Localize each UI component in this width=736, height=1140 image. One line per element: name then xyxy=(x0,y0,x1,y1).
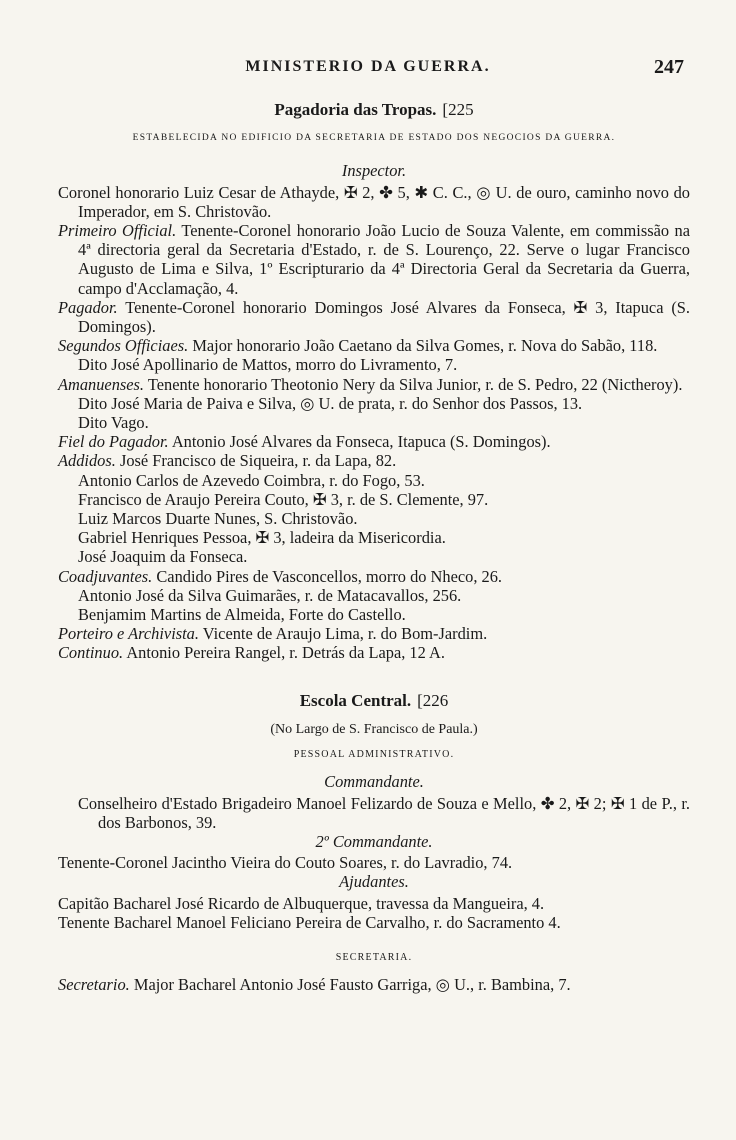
section-gap xyxy=(58,932,690,942)
location-note: (No Largo de S. Francisco de Paula.) xyxy=(270,721,478,737)
page-body xyxy=(58,100,690,994)
entry-label: Pagador. xyxy=(58,297,118,317)
entry-label: Primeiro Official. xyxy=(58,221,177,241)
section-ref: [225 xyxy=(442,100,474,119)
running-head xyxy=(0,58,736,82)
list-item: Francisco de Araujo Pereira Couto, ✠ 3, r. de S. Clemente, 97. xyxy=(78,489,489,509)
entry-dito: Dito Vago. xyxy=(78,413,149,433)
entry-fiel xyxy=(58,432,690,451)
section-gap xyxy=(58,663,690,691)
entry-text: Candido Pires de Vasconcellos, morro do Nheco, 26. xyxy=(156,566,503,586)
entry-primeiro-official xyxy=(58,221,690,298)
section-note: ESTABELECIDA NO EDIFICIO DA SECRETARIA DE ESTADO DOS NEGOCIOS DA GUERRA. xyxy=(132,133,616,144)
entry-label: Continuo. xyxy=(58,643,124,663)
entry-segundos-officiaes xyxy=(58,336,690,355)
entry-coadjuvantes xyxy=(58,567,690,586)
entry-pagador xyxy=(58,298,690,336)
running-title: MINISTERIO DA GUERRA. xyxy=(245,58,491,75)
entry-amanuenses xyxy=(58,375,690,394)
list-item: Gabriel Henriques Pessoa, ✠ 3, ladeira da Misericordia. xyxy=(78,528,446,548)
inspector-heading: Inspector. xyxy=(341,161,407,181)
entry-text: Tenente honorario Theotonio Nery da Silva Junior, r. de S. Pedro, 22 (Nictheroy). xyxy=(147,374,683,394)
entry-text: José Francisco de Siqueira, r. da Lapa, 82. xyxy=(119,451,397,471)
entry-label: Amanuenses. xyxy=(58,374,145,394)
section-title-text: Escola Central. xyxy=(299,690,412,710)
entry-label: Segundos Officiaes. xyxy=(58,336,189,356)
entry-label: Porteiro e Archivista. xyxy=(58,624,199,644)
segundo-commandante-heading: 2º Commandante. xyxy=(315,831,433,851)
ajudantes-heading: Ajudantes. xyxy=(339,872,409,892)
entry-continuo xyxy=(58,643,690,662)
commandante-entry: Conselheiro d'Estado Brigadeiro Manoel Felizardo de Souza e Mello, ✤ 2, ✠ 2; ✠ 1 de P., r. dos Barbonos, 39. xyxy=(78,793,690,832)
list-item: Antonio José da Silva Guimarães, r. de Matacavallos, 256. xyxy=(78,585,462,605)
entry-text: Antonio José Alvares da Fonseca, Itapuca (S. Domingos). xyxy=(171,432,551,452)
section-title-pagadoria xyxy=(58,100,690,119)
entry-text: Tenente-Coronel honorario Domingos José Alvares da Fonseca, ✠ 3, Itapuca (S. Domingos). xyxy=(78,297,690,337)
entry-label: Coadjuvantes. xyxy=(58,566,153,586)
entry-text: Vicente de Araujo Lima, r. do Bom-Jardim. xyxy=(202,624,488,644)
staff-heading: PESSOAL ADMINISTRATIVO. xyxy=(293,749,455,761)
entry-label: Addidos. xyxy=(58,451,116,471)
entry-secretario xyxy=(58,975,690,994)
section-title-text: Pagadoria das Tropas. xyxy=(274,100,437,119)
section-title-escola xyxy=(58,691,690,710)
entry-text: Tenente-Coronel honorario João Lucio de Souza Valente, em commissão na 4ª directoria geral da Secretaria d'Estado, r. de S. Lourenço, 22. Serve o lugar Francisco Augusto de Lima e Silva, 1º Escripturario da 4ª Directoria Geral da Secretaria da Guerra, campo d'Acclamação, 4. xyxy=(78,221,690,298)
list-item: José Joaquim da Fonseca. xyxy=(78,547,248,567)
secretaria-heading: SECRETARIA. xyxy=(335,951,413,963)
entry-text: Antonio Pereira Rangel, r. Detrás da Lapa, 12 A. xyxy=(126,643,445,663)
page-number: 247 xyxy=(654,56,684,78)
inspector-entry: Coronel honorario Luiz Cesar de Athayde, ✠ 2, ✤ 5, ✱ C. C., ◎ U. de ouro, caminho novo do Imperador, em S. Christovão. xyxy=(58,182,690,221)
entry-porteiro xyxy=(58,624,690,643)
segundo-commandante-entry: Tenente-Coronel Jacintho Vieira do Couto Soares, r. do Lavradio, 74. xyxy=(58,853,513,873)
entry-addidos xyxy=(58,451,690,470)
section-ref: [226 xyxy=(417,690,449,710)
ajudante-entry: Tenente Bacharel Manoel Feliciano Pereira de Carvalho, r. do Sacramento 4. xyxy=(58,912,561,932)
entry-dito: Dito José Maria de Paiva e Silva, ◎ U. de prata, r. do Senhor dos Passos, 13. xyxy=(78,393,583,413)
entry-dito: Dito José Apollinario de Mattos, morro do Livramento, 7. xyxy=(78,355,458,375)
entry-label: Secretario. xyxy=(58,975,130,995)
list-item: Benjamim Martins de Almeida, Forte do Castello. xyxy=(78,605,406,625)
list-item: Antonio Carlos de Azevedo Coimbra, r. do Fogo, 53. xyxy=(78,470,425,490)
entry-text: Major honorario João Caetano da Silva Gomes, r. Nova do Sabão, 118. xyxy=(192,336,658,356)
list-item: Luiz Marcos Duarte Nunes, S. Christovão. xyxy=(78,509,358,529)
entry-text: Major Bacharel Antonio José Fausto Garriga, ◎ U., r. Bambina, 7. xyxy=(133,975,571,995)
commandante-heading: Commandante. xyxy=(324,772,424,792)
ajudante-entry: Capitão Bacharel José Ricardo de Albuquerque, travessa da Mangueira, 4. xyxy=(58,893,545,913)
entry-label: Fiel do Pagador. xyxy=(58,432,169,452)
